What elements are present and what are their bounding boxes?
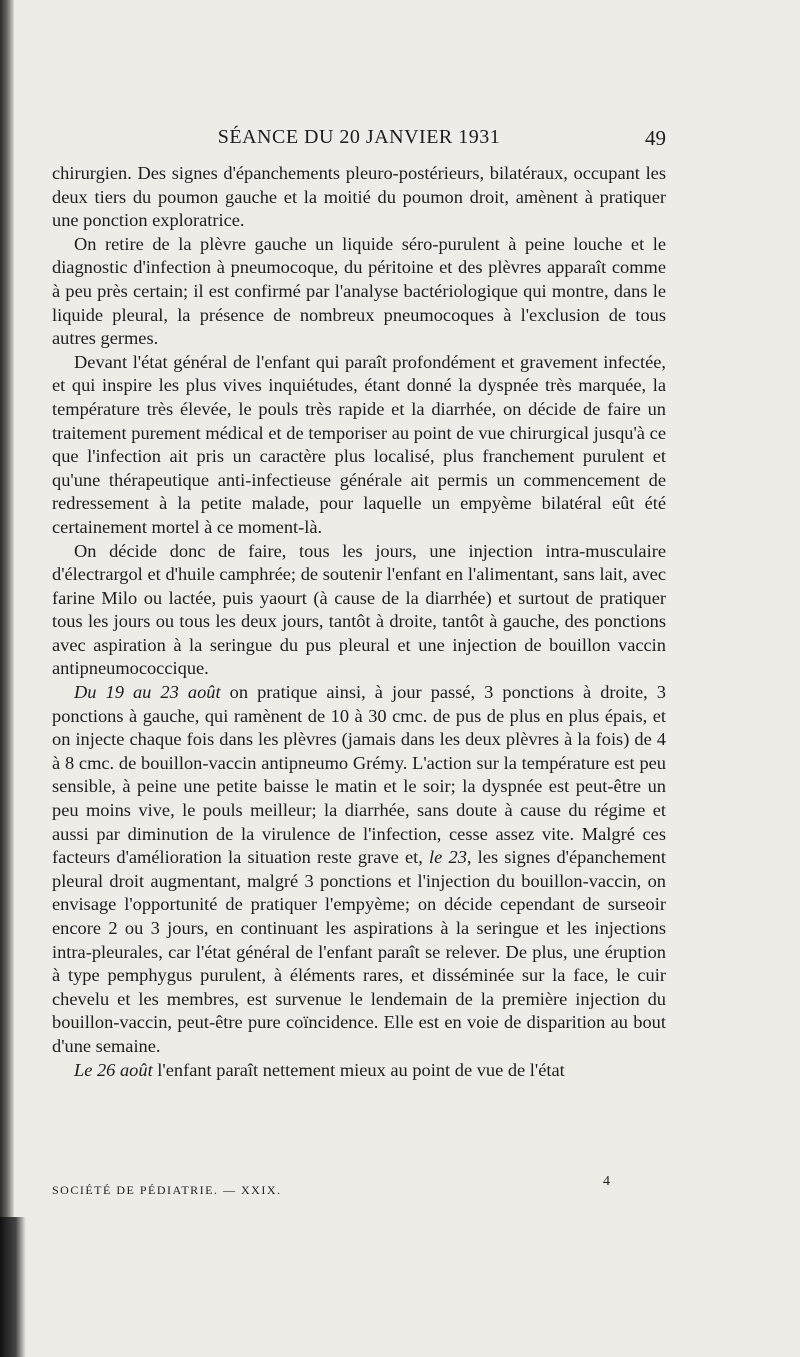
signature-mark: 4 bbox=[603, 1174, 610, 1189]
paragraph bbox=[52, 1059, 666, 1083]
page-header bbox=[52, 126, 666, 156]
text-run: chirurgien. Des signes d'épanchements pleuro-postérieurs, bilatéraux, occupant les deux tiers du poumon gauche et la moitié du poumon droit, amènent à pratiquer une ponction exploratrice. bbox=[52, 163, 666, 231]
body-text bbox=[52, 162, 666, 1082]
document-page bbox=[52, 126, 666, 1082]
text-run: On décide donc de faire, tous les jours, une injection intra-musculaire d'électrargol et d'huile camphrée; de soutenir l'enfant en l'alimentant, sans lait, avec farine Milo ou lactée, puis yaourt (à cause de la diarrhée) et surtout de pratiquer tous les jours ou tous les deux jours, tantôt à droite, tantôt à gauche, des ponctions avec aspiration à la seringue du pus pleural et une injection de bouillon vaccin antipneumococcique. bbox=[52, 540, 666, 679]
text-run: on pratique ainsi, à jour passé, 3 ponctions à droite, 3 ponctions à gauche, qui ramènent de 10 à 30 cmc. de pus de plus en plus épais, et on injecte chaque fois dans les plèvres (jamais dans les deux plèvres à la fois) de 4 à 8 cmc. de bouillon-vaccin antipneumo Grémy. L'action sur la température est peu sensible, à peine une petite baisse le matin et le soir; la dyspnée est peut-être un peu moins vive, le pouls meilleur; la diarrhée, sans doute à cause du régime et aussi par diminution de la virulence de l'infection, cesse assez vite. Malgré ces facteurs d'amélioration la situation reste grave et, bbox=[52, 682, 666, 868]
italic-text-run: Le 26 août bbox=[74, 1059, 153, 1080]
paragraph bbox=[52, 351, 666, 540]
paragraph bbox=[52, 681, 666, 1059]
paragraph bbox=[52, 540, 666, 682]
paragraph bbox=[52, 162, 666, 233]
text-run: Devant l'état général de l'enfant qui paraît profondément et gravement infectée, et qui inspire les plus vives inquiétudes, étant donné la dyspnée très marquée, la température très élevée, le pouls très rapide et la diarrhée, on décide de faire un traitement purement médical et de temporiser au point de vue chirurgical jusqu'à ce que l'infection ait pris un caractère plus localisé, plus franchement purulent et qu'une thérapeutique anti-infectieuse générale ait permis un commencement de redressement à la petite malade, pour laquelle un empyème bilatéral eût été certainement mortel à ce moment-là. bbox=[52, 351, 666, 537]
text-run: , les signes d'épanchement pleural droit augmentant, malgré 3 ponctions et l'injection du bouillon-vaccin, on envisage l'opportunité de pratiquer l'empyème; on décide cependant de surseoir encore 2 ou 3 jours, en continuant les aspirations à la seringue et les injections intra-pleurales, car l'état général de l'enfant paraît se relever. De plus, une éruption à type pemphygus purulent, à éléments rares, et disséminée sur la face, le cuir chevelu et les membres, est survenue le lendemain de la première injection du bouillon-vaccin, peut-être pure coïncidence. Elle est en voie de disparition au bout d'une semaine. bbox=[52, 847, 666, 1056]
page-binding-shadow bbox=[0, 1217, 26, 1357]
page-binding-edge bbox=[0, 0, 14, 1357]
text-run: l'enfant paraît nettement mieux au point de vue de l'état bbox=[152, 1059, 565, 1080]
paragraph bbox=[52, 233, 666, 351]
footer-journal: SOCIÉTÉ DE PÉDIATRIE. — XXIX. bbox=[52, 1183, 282, 1197]
italic-text-run: le 23 bbox=[429, 847, 467, 868]
page-number: 49 bbox=[645, 126, 666, 150]
italic-text-run: Du 19 au 23 août bbox=[74, 682, 221, 703]
running-title: SÉANCE DU 20 JANVIER 1931 bbox=[217, 126, 501, 148]
text-run: On retire de la plèvre gauche un liquide séro-purulent à peine louche et le diagnostic d'infection à pneumocoque, du péritoine et des plèvres apparaît comme à peu près certain; il est confirmé par l'analyse bactériologique qui montre, dans le liquide pleural, la présence de nombreux pneumocoques à l'exclusion de tous autres germes. bbox=[52, 233, 666, 349]
